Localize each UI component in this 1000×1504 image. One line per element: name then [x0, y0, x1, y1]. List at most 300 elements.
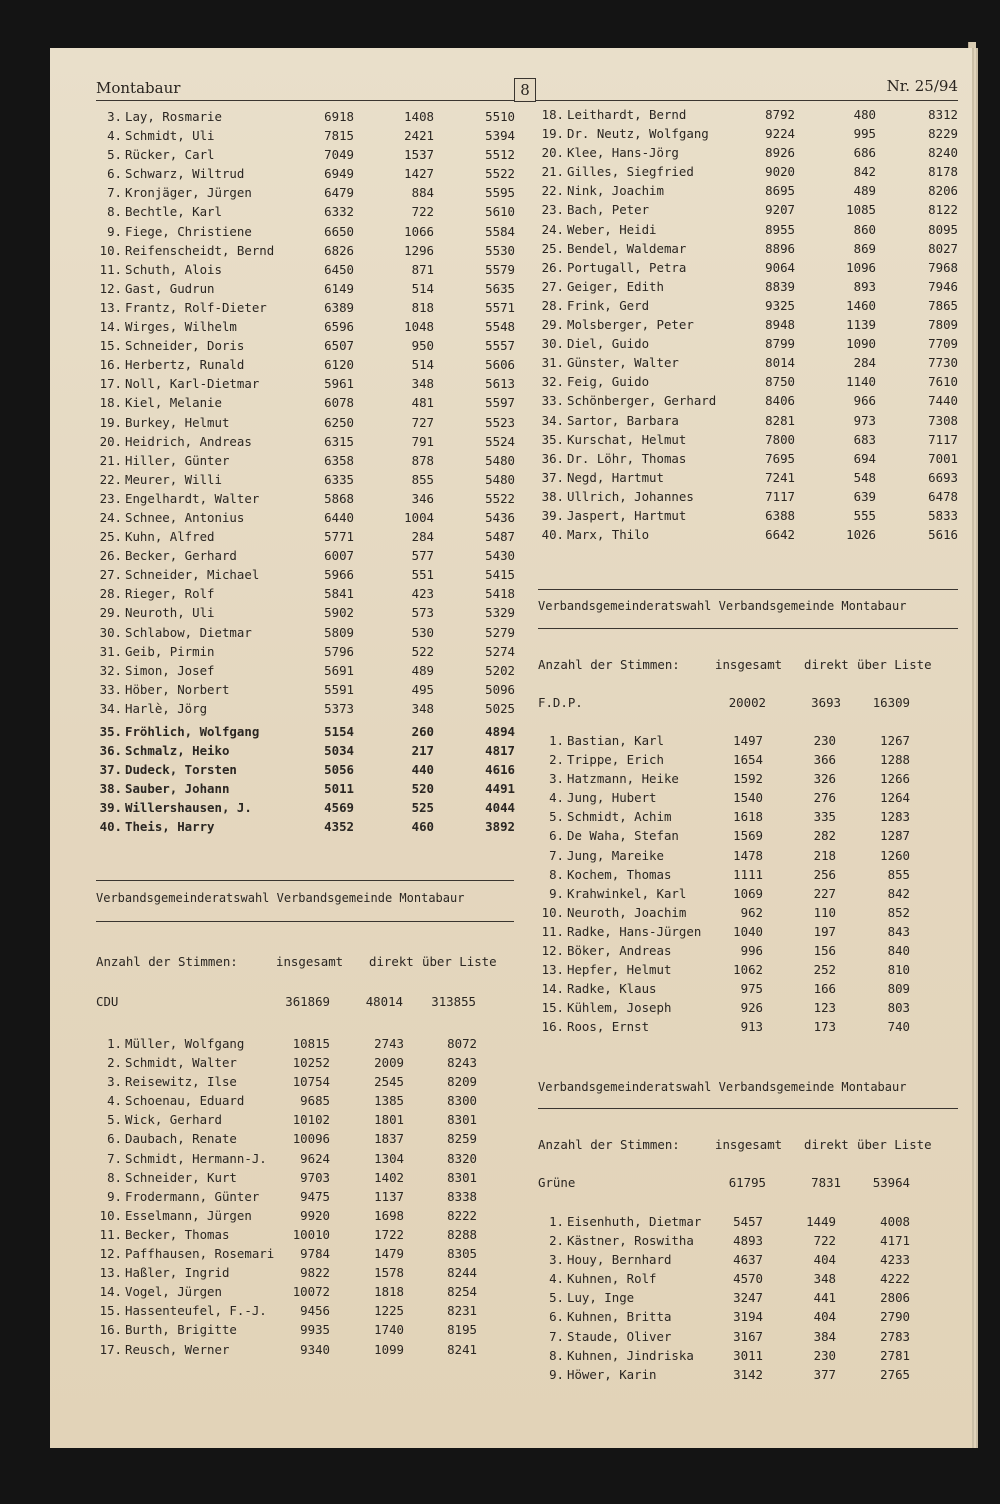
votes-list: 2781	[880, 1347, 910, 1363]
votes-total: 1111	[733, 866, 763, 882]
votes-total: 6479	[324, 185, 354, 201]
votes-direct: 530	[411, 624, 434, 640]
table-row	[96, 798, 516, 817]
votes-total: 1654	[733, 752, 763, 768]
row-number: 7.	[549, 1328, 564, 1344]
votes-total: 4637	[733, 1252, 763, 1268]
votes-list: 5512	[485, 147, 515, 163]
votes-direct: 335	[813, 809, 836, 825]
row-number: 16.	[541, 1019, 564, 1035]
candidate-name: Schlabow, Dietmar	[125, 624, 252, 640]
votes-total: 10010	[292, 1226, 330, 1242]
party-name: F.D.P.	[538, 695, 583, 710]
table-row	[96, 413, 516, 432]
votes-list: 4616	[485, 762, 515, 778]
votes-list: 809	[887, 981, 910, 997]
candidate-name: Esselmann, Jürgen	[125, 1207, 252, 1223]
party-total: 61795	[728, 1175, 766, 1190]
votes-direct: 871	[411, 261, 434, 277]
votes-list: 840	[887, 943, 910, 959]
votes-direct: 230	[813, 733, 836, 748]
votes-total: 7815	[324, 128, 354, 144]
votes-list: 8259	[447, 1131, 477, 1147]
candidate-name: Trippe, Erich	[567, 752, 664, 768]
row-number: 20.	[99, 433, 122, 449]
candidate-name: Bendel, Waldemar	[567, 240, 687, 256]
row-number: 3.	[549, 1252, 564, 1268]
table-row	[538, 1288, 958, 1307]
row-number: 5.	[549, 809, 564, 825]
row-number: 9.	[107, 223, 122, 239]
votes-total: 5056	[324, 762, 354, 778]
table-row	[538, 1269, 958, 1288]
party-total: 20002	[728, 695, 766, 710]
votes-direct: 683	[853, 431, 876, 447]
table-row	[96, 546, 516, 565]
votes-total: 5809	[324, 624, 354, 640]
table-row	[96, 489, 516, 508]
votes-list: 7809	[928, 317, 958, 333]
row-number: 11.	[99, 1226, 122, 1242]
right-continued-list	[538, 105, 958, 544]
table-row	[538, 1212, 958, 1231]
candidate-name: Rieger, Rolf	[125, 586, 215, 602]
table-row	[96, 741, 516, 760]
votes-total: 6335	[324, 471, 354, 487]
votes-list: 7117	[928, 431, 958, 447]
votes-list: 5557	[485, 338, 515, 354]
candidate-name: Hassenteufel, F.-J.	[125, 1303, 267, 1319]
votes-total: 6358	[324, 452, 354, 468]
votes-direct: 282	[813, 828, 836, 844]
votes-list: 4894	[485, 724, 515, 739]
votes-list: 8027	[928, 240, 958, 256]
party-total: 361869	[285, 994, 330, 1009]
candidate-name: Fröhlich, Wolfgang	[125, 724, 260, 739]
votes-total: 1069	[733, 885, 763, 901]
row-number: 33.	[99, 681, 122, 697]
row-number: 18.	[541, 107, 564, 122]
candidate-name: Kiel, Melanie	[125, 395, 222, 411]
party-list: 16309	[872, 695, 910, 710]
votes-total: 9340	[300, 1341, 330, 1357]
row-number: 12.	[99, 1246, 122, 1262]
votes-direct: 1066	[404, 223, 434, 239]
page-header	[96, 76, 958, 101]
votes-total: 8406	[765, 393, 795, 409]
votes-total: 8695	[765, 183, 795, 199]
votes-list: 5530	[485, 242, 515, 258]
votes-direct: 520	[411, 781, 434, 797]
votes-total: 9020	[765, 164, 795, 180]
votes-direct: 1722	[374, 1226, 404, 1242]
row-number: 4.	[107, 128, 122, 144]
votes-total: 4352	[324, 819, 354, 835]
votes-total: 3167	[733, 1328, 763, 1344]
votes-direct: 966	[853, 393, 876, 409]
votes-total: 10754	[292, 1074, 330, 1090]
votes-total: 9475	[300, 1188, 330, 1204]
votes-list: 855	[887, 866, 910, 882]
votes-list: 8320	[447, 1150, 477, 1166]
votes-total: 7695	[765, 450, 795, 466]
votes-direct: 2009	[374, 1055, 404, 1071]
row-number: 15.	[99, 338, 122, 354]
votes-direct: 1698	[374, 1207, 404, 1223]
candidate-name: Bechtle, Karl	[125, 204, 222, 220]
votes-list: 4491	[485, 781, 515, 797]
votes-list: 8209	[447, 1074, 477, 1090]
table-row	[96, 260, 516, 279]
candidate-name: Lay, Rosmarie	[125, 109, 222, 124]
votes-direct: 1304	[374, 1150, 404, 1166]
votes-direct: 1479	[374, 1246, 404, 1262]
row-number: 6.	[107, 166, 122, 182]
candidate-name: Schnee, Antonius	[125, 509, 245, 525]
row-number: 17.	[99, 376, 122, 392]
row-number: 39.	[99, 800, 122, 816]
votes-direct: 348	[411, 376, 434, 392]
votes-total: 962	[740, 904, 763, 920]
candidate-name: Hatzmann, Heike	[567, 771, 679, 787]
candidate-name: Burkey, Helmut	[125, 414, 230, 430]
row-number: 28.	[541, 297, 564, 313]
table-row	[538, 884, 958, 903]
table-row	[96, 1053, 516, 1072]
votes-list: 4233	[880, 1252, 910, 1268]
votes-direct: 995	[853, 126, 876, 142]
votes-total: 9822	[300, 1265, 330, 1281]
votes-list: 7968	[928, 259, 958, 275]
candidate-name: Ullrich, Johannes	[567, 488, 694, 504]
table-row	[538, 807, 958, 826]
row-number: 31.	[541, 355, 564, 371]
candidate-name: Meurer, Willi	[125, 471, 222, 487]
candidate-name: Dr. Neutz, Wolfgang	[567, 126, 709, 142]
candidate-name: Fiege, Christiene	[125, 223, 252, 239]
table-row	[96, 241, 516, 260]
votes-total: 9456	[300, 1303, 330, 1319]
votes-list: 740	[887, 1019, 910, 1035]
votes-list: 7001	[928, 450, 958, 466]
votes-direct: 348	[411, 700, 434, 716]
votes-list: 5274	[485, 643, 515, 659]
table-row	[538, 334, 958, 353]
votes-direct: 1578	[374, 1265, 404, 1281]
candidate-name: Engelhardt, Walter	[125, 490, 260, 506]
votes-direct: 1137	[374, 1188, 404, 1204]
row-number: 26.	[541, 259, 564, 275]
votes-total: 10096	[292, 1131, 330, 1147]
table-row	[96, 393, 516, 412]
votes-total: 5011	[324, 781, 354, 797]
votes-direct: 481	[411, 395, 434, 411]
left-continued-list	[96, 107, 516, 837]
row-number: 28.	[99, 586, 122, 602]
votes-direct: 217	[411, 743, 434, 759]
votes-list: 8178	[928, 164, 958, 180]
votes-list: 4171	[880, 1233, 910, 1249]
candidate-name: Simon, Josef	[125, 662, 215, 678]
votes-list: 7730	[928, 355, 958, 371]
table-row	[96, 584, 516, 603]
party-name: CDU	[96, 994, 119, 1009]
section-title-gruene: Verbandsgemeinderatswahl Verbandsgemeinde Montabaur	[538, 1080, 907, 1094]
table-row	[96, 1320, 516, 1339]
votes-list: 6693	[928, 469, 958, 485]
table-row	[96, 1034, 516, 1053]
row-number: 21.	[541, 164, 564, 180]
row-number: 37.	[99, 762, 122, 778]
votes-total: 5841	[324, 586, 354, 602]
votes-list: 2806	[880, 1290, 910, 1306]
table-row	[96, 527, 516, 546]
votes-list: 3892	[485, 819, 515, 835]
votes-direct: 346	[411, 490, 434, 506]
column-list: über Liste	[857, 1137, 932, 1152]
row-number: 21.	[99, 452, 122, 468]
candidate-name: Reusch, Werner	[125, 1341, 230, 1357]
candidate-name: Becker, Gerhard	[125, 548, 237, 564]
candidate-name: Willershausen, J.	[125, 800, 252, 816]
row-number: 3.	[107, 1074, 122, 1090]
votes-direct: 1402	[374, 1169, 404, 1185]
votes-list: 6478	[928, 488, 958, 504]
votes-list: 8244	[447, 1265, 477, 1281]
candidate-name: Harlè, Jörg	[125, 700, 208, 716]
votes-total: 6007	[324, 548, 354, 564]
table-row	[538, 105, 958, 124]
row-number: 25.	[99, 529, 122, 545]
table-row	[96, 1187, 516, 1206]
votes-direct: 1225	[374, 1303, 404, 1319]
votes-total: 8839	[765, 278, 795, 294]
votes-direct: 2421	[404, 128, 434, 144]
votes-list: 810	[887, 962, 910, 978]
votes-total: 3142	[733, 1366, 763, 1382]
candidate-name: Dr. Löhr, Thomas	[567, 450, 687, 466]
candidate-name: Schneider, Michael	[125, 567, 260, 583]
votes-direct: 1026	[846, 527, 876, 543]
candidate-name: Marx, Thilo	[567, 527, 650, 543]
row-number: 8.	[107, 204, 122, 220]
row-number: 10.	[99, 1207, 122, 1223]
votes-direct: 1296	[404, 242, 434, 258]
row-number: 35.	[541, 431, 564, 447]
votes-direct: 276	[813, 790, 836, 806]
votes-list: 1260	[880, 847, 910, 863]
votes-total: 7241	[765, 469, 795, 485]
table-row	[96, 1072, 516, 1091]
votes-total: 5457	[733, 1214, 763, 1229]
votes-total: 6149	[324, 280, 354, 296]
votes-direct: 727	[411, 414, 434, 430]
section-rule-bottom	[538, 628, 958, 629]
table-row	[538, 200, 958, 219]
votes-total: 7800	[765, 431, 795, 447]
votes-direct: 514	[411, 357, 434, 373]
table-row	[538, 731, 958, 750]
candidate-name: Neuroth, Joachim	[567, 904, 687, 920]
row-number: 1.	[107, 1036, 122, 1051]
candidate-name: Vogel, Jürgen	[125, 1284, 222, 1300]
row-number: 16.	[99, 357, 122, 373]
candidate-name: Schneider, Doris	[125, 338, 245, 354]
row-number: 22.	[99, 471, 122, 487]
votes-direct: 284	[853, 355, 876, 371]
votes-list: 8229	[928, 126, 958, 142]
votes-direct: 1048	[404, 319, 434, 335]
candidate-name: Wirges, Wilhelm	[125, 319, 237, 335]
table-row	[538, 788, 958, 807]
votes-direct: 973	[853, 412, 876, 428]
votes-direct: 818	[411, 299, 434, 315]
row-number: 6.	[107, 1131, 122, 1147]
votes-list: 8305	[447, 1246, 477, 1262]
votes-direct: 1837	[374, 1131, 404, 1147]
votes-direct: 218	[813, 847, 836, 863]
votes-direct: 284	[411, 529, 434, 545]
votes-list: 852	[887, 904, 910, 920]
cdu-candidate-list	[96, 1034, 516, 1359]
page-number: 8	[514, 78, 536, 102]
column-list: über Liste	[422, 954, 497, 969]
row-number: 40.	[541, 527, 564, 543]
votes-list: 5480	[485, 452, 515, 468]
row-number: 37.	[541, 469, 564, 485]
party-list: 313855	[431, 994, 476, 1009]
candidate-name: Haßler, Ingrid	[125, 1265, 230, 1281]
table-row	[96, 1206, 516, 1225]
votes-direct: 495	[411, 681, 434, 697]
votes-total: 6078	[324, 395, 354, 411]
votes-direct: 950	[411, 338, 434, 354]
candidate-name: Kuhnen, Jindriska	[567, 1347, 694, 1363]
row-number: 27.	[99, 567, 122, 583]
candidate-name: Sartor, Barbara	[567, 412, 679, 428]
votes-total: 9325	[765, 297, 795, 313]
candidate-name: Eisenhuth, Dietmar	[567, 1214, 702, 1229]
candidate-name: Becker, Thomas	[125, 1226, 230, 1242]
votes-list: 5202	[485, 662, 515, 678]
table-row	[96, 1301, 516, 1320]
row-number: 19.	[541, 126, 564, 142]
votes-list: 5597	[485, 395, 515, 411]
votes-direct: 1408	[404, 109, 434, 124]
votes-list: 8222	[447, 1207, 477, 1223]
votes-list: 4817	[485, 743, 515, 759]
candidate-name: Reisewitz, Ilse	[125, 1074, 237, 1090]
candidate-name: Bach, Peter	[567, 202, 650, 218]
row-number: 40.	[99, 819, 122, 835]
table-row	[538, 1307, 958, 1326]
table-row	[538, 750, 958, 769]
candidate-name: Leithardt, Bernd	[567, 107, 687, 122]
votes-total: 9224	[765, 126, 795, 142]
row-number: 23.	[541, 202, 564, 218]
table-row	[538, 960, 958, 979]
votes-total: 5154	[324, 724, 354, 739]
votes-total: 8014	[765, 355, 795, 371]
row-number: 4.	[549, 1271, 564, 1287]
column-total: insgesamt	[276, 954, 344, 969]
row-number: 14.	[541, 981, 564, 997]
table-row	[538, 449, 958, 468]
votes-total: 8281	[765, 412, 795, 428]
votes-total: 10252	[292, 1055, 330, 1071]
row-number: 5.	[107, 147, 122, 163]
row-number: 31.	[99, 643, 122, 659]
votes-total: 1569	[733, 828, 763, 844]
candidate-name: Weber, Heidi	[567, 221, 657, 237]
votes-total: 1592	[733, 771, 763, 787]
votes-total: 8896	[765, 240, 795, 256]
section-title-cdu: Verbandsgemeinderatswahl Verbandsgemeinde Montabaur	[96, 891, 465, 905]
table-row	[538, 411, 958, 430]
table-row	[96, 432, 516, 451]
votes-total: 3011	[733, 1347, 763, 1363]
row-number: 34.	[99, 700, 122, 716]
votes-list: 2765	[880, 1366, 910, 1382]
votes-total: 9784	[300, 1246, 330, 1262]
row-number: 2.	[549, 1233, 564, 1249]
party-direct: 7831	[811, 1175, 841, 1190]
candidate-name: Radke, Hans-Jürgen	[567, 923, 702, 939]
table-row	[96, 722, 516, 741]
candidate-name: Schoenau, Eduard	[125, 1093, 245, 1109]
votes-total: 5034	[324, 743, 354, 759]
candidate-name: Herbertz, Runald	[125, 357, 245, 373]
votes-total: 6642	[765, 527, 795, 543]
column-direct: direkt	[804, 1137, 849, 1152]
row-number: 14.	[99, 319, 122, 335]
table-row	[538, 162, 958, 181]
votes-list: 5487	[485, 529, 515, 545]
votes-list: 4044	[485, 800, 515, 816]
table-row	[538, 315, 958, 334]
votes-total: 996	[740, 943, 763, 959]
votes-total: 6450	[324, 261, 354, 277]
table-row	[538, 865, 958, 884]
candidate-name: Schwarz, Wiltrud	[125, 166, 245, 182]
table-row	[96, 1263, 516, 1282]
votes-list: 5096	[485, 681, 515, 697]
table-row	[96, 451, 516, 470]
votes-total: 1540	[733, 790, 763, 806]
row-number: 12.	[541, 943, 564, 959]
table-row	[96, 1225, 516, 1244]
votes-total: 6918	[324, 109, 354, 124]
row-number: 5.	[107, 1112, 122, 1128]
table-row	[96, 470, 516, 489]
candidate-name: Schmidt, Achim	[567, 809, 672, 825]
table-row	[538, 277, 958, 296]
section-rule-bottom	[96, 921, 514, 922]
candidate-name: Hiller, Günter	[125, 452, 230, 468]
table-row	[538, 979, 958, 998]
table-row	[96, 1149, 516, 1168]
votes-total: 5902	[324, 605, 354, 621]
table-row	[538, 846, 958, 865]
candidate-name: Heidrich, Andreas	[125, 433, 252, 449]
row-number: 17.	[99, 1341, 122, 1357]
row-number: 1.	[549, 1214, 564, 1229]
votes-total: 6389	[324, 299, 354, 315]
candidate-name: Geiger, Edith	[567, 278, 664, 294]
votes-list: 5613	[485, 376, 515, 392]
votes-direct: 555	[853, 507, 876, 523]
row-number: 32.	[99, 662, 122, 678]
